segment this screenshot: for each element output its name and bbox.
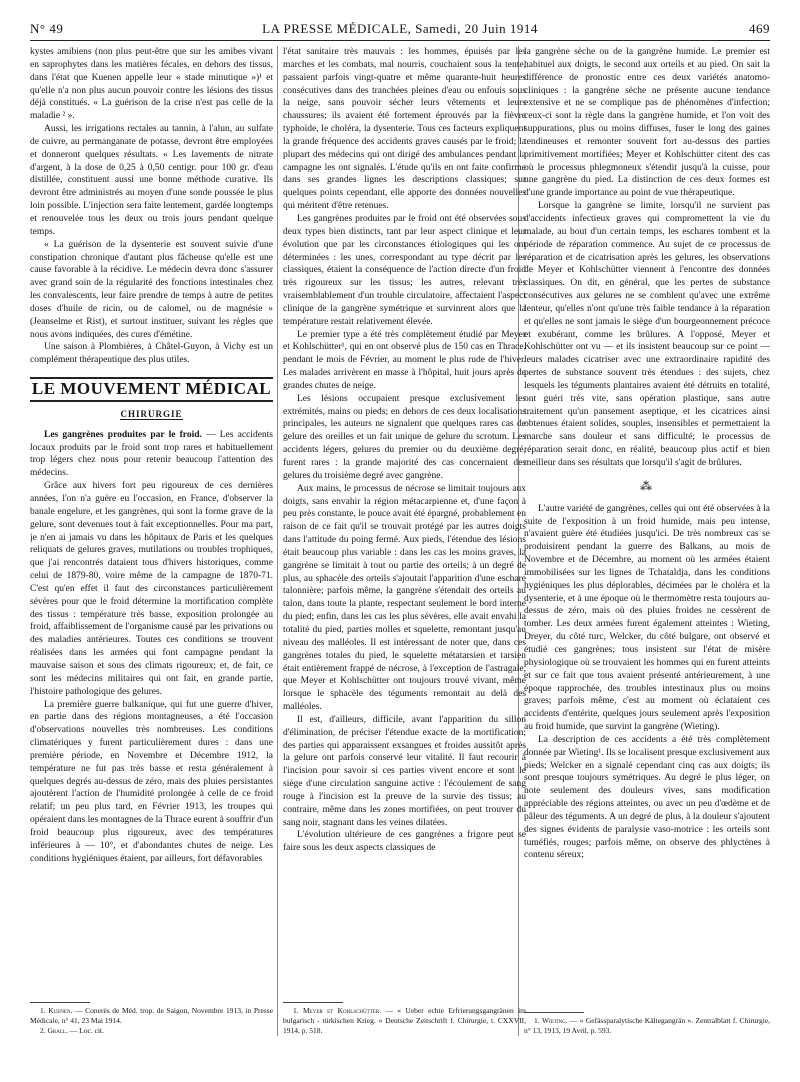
- paragraph: Grâce aux hivers fort peu rigoureux de ces dernières années, l'on n'a guère eu l'occasion, en France, d'observer la banale engelure, et les gangrènes, qui sont la forme grave de la gelure, sont devenues tout à fait exceptionnelles. Pour ma part, je n'en ai jamais vu dans les hôpitaux de Paris et les quelques reliquats de gelures graves, mutilations ou troubles trophiques, que j'ai rencontrés dataient tous d'hivers historiques, comme celui de 1879-80, voire même de la campagne de 1870-71. C'est qu'en effet il faut des circonstances particulièrement sévères pour que le froid détermine la mortification complète des tissus : température très basse, exposition prolongée au froid, affaiblissement de l'organisme causé par les privations ou des maladies antérieures. Toutes ces conditions se trouvent réalisées dans les armées qui font campagne pendant la mauvaise saison et sous des climats rigoureux; et, de fait, ce sont les médecins militaires qui ont fait, en grande partie, l'histoire pathologique des gelures.: [30, 481, 273, 697]
- subsection-label: CHIRURGIE: [120, 408, 183, 419]
- footnote-text: — Conerès de Méd. trop. de Saigon, Novembre 1913, in Presse Médicale, n° 41, 23 Mai 1914.: [30, 1006, 273, 1025]
- paragraph: l'état sanitaire très mauvais : les hommes, épuisés par les marches et les combats, mal nourris, couchaient sous la tente, passaient parfois vingt-quatre et même quarante-huit heures consécutives dans des tranchées pleines d'eau ou enfouis sous la neige, sans pouvoir sécher leurs vêtements et leurs chaussures; ils avaient été fortement éprouvés par la fièvre typhoïde, le choléra, la dysenterie. Tous ces facteurs expliquent la grande fréquence des accidents graves causés par le froid; la plupart des médecins qui ont dirigé des ambulances pendant la campagne les ont signalés. L'étude qu'ils en ont faite confirme dans ses grandes lignes les descriptions classiques; sur quelques points cependant, elle apporte des données nouvelles qui méritent d'être retenues.: [283, 47, 526, 212]
- footnote-text: — Loc. cit.: [67, 1026, 104, 1035]
- footnote-text: — « Gefässparalytische Kältegangrän ». Zentralblatt f. Chirurgie, n° 13, 1913, 19 Avril, p. 593.: [524, 1016, 770, 1035]
- journal-title: LA PRESSE MÉDICALE, Samedi, 20 Juin 1914: [262, 21, 538, 36]
- issue-number: N° 49: [30, 21, 64, 36]
- paragraph: « La guérison de la dysenterie est souvent suivie d'une constipation chronique d'autant plus fâcheuse qu'elle est une cause favorable à la récidive. Le médecin devra donc s'assurer avec grand soin de la régularité des fonctions intestinales chez les convalescents, leur faire prendre de temps à autre de petites doses d'huile de ricin, ou de calomel, ou de magnésie » (Jeanselme et Rist), et surtout instituer, suivant les règles que nous avons indiquées, des cures d'émétine.: [30, 239, 273, 340]
- footnotes: [30, 994, 273, 1036]
- section-heading: LE MOUVEMENT MÉDICAL: [30, 377, 273, 402]
- column-middle: [283, 46, 526, 1036]
- article-lead: [30, 429, 273, 480]
- footnote-rule: [524, 1012, 584, 1013]
- footnote-rule: [283, 1002, 343, 1003]
- footnote: 2. Grall. — Loc. cit.: [40, 1026, 104, 1035]
- paragraph: L'autre variété de gangrènes, celles qui ont été observées à la suite de l'exposition à un froid humide, mais peu intense, n'avaient guère été étudiées jusqu'ici. De très nombreux cas se produisirent pendant la guerre des Balkans, au mois de Novembre et de Décembre, au moment où les armées étaient immobilisées sur les lignes de Tchataldja, dans les conditions hygiéniques les plus déplorables, décimées par le choléra et la dysenterie, et à une époque où le thermomètre resta toujours au-dessus de zéro, mais où des pluies froides ne cessèrent de tomber. Les deux armées furent également atteintes : Wieting, Dreyer, du côté turc, Welcker, du côté bulgare, ont observé et étudié ces gangrènes; tous insistent sur l'état de misère physiologique où se trouvaient les hommes qui en furent atteints et sur ce fait que tous avaient présenté antérieurement, à une époque rapprochée, des troubles intestinaux plus ou moins graves; parfois même, c'est au moment où éclataient ces accidents d'entérite, quelques jours seulement après l'exposition au froid humide, que survint la gangrène (Wieting).: [524, 503, 770, 733]
- footnote-author: Kuenen.: [48, 1006, 73, 1015]
- paragraph: Lorsque la gangrène se limite, lorsqu'il ne survient pas d'accidents infectieux graves qui compromettent la vie du malade, au bout d'un certain temps, les eschares tombent et la période de réparation commence. Au sujet de ce processus de réparation et de cicatrisation après les gelures, les observations de Meyer et Kohlschütter viennent à l'encontre des données classiques. On dit, en général, que les pertes de substance consécutives aux gelures ne se comblent qu'avec une extrême lenteur, qu'elles n'ont qu'une très faible tendance à la réparation et qu'elles ne sont jamais le siège d'un bourgeonnement précoce et exubérant, comme les brûlures. A l'opposé, Meyer et Kohlschütter ont vu — et ils insistent beaucoup sur ce point — leurs malades cicatriser avec une extraordinaire rapidité des pertes de substance souvent très étendues : des sujets, chez lesquels les téguments plantaires avaient été détruits en totalité, ont guéri très vite, sans opération plastique, sans autre traitement qu'un pansement aseptique, et les cicatrices ainsi obtenues étaient solides, souples, insensibles et permettaient la marche sans douleur et sans difficulté; le processus de réparation serait donc, en réalité, beaucoup plus actif et bien meilleur dans ses résultats que lorsqu'il s'agit de brûlures.: [524, 201, 770, 468]
- paragraph: La description de ces accidents a été très complètement donnée par Wieting¹. Ils se localisent presque exclusivement aux pieds; Welcker en a signalé cependant cinq cas aux doigts; ils sont presque toujours symétriques. Au degré le plus léger, on note seulement des douleurs vives, sans modification appréciable des régions atteintes, ou avec un peu d'œdème et de pâleur des téguments. A un degré de plus, à la douleur s'ajoutent des signes évidents de paralysie vaso-motrice : les orteils sont tuméfiés, rouges; parfois même, on observe des phlyctènes à contenu séreux;: [524, 734, 770, 861]
- footnote-rule: [30, 1002, 90, 1003]
- paragraph: La première guerre balkanique, qui fut une guerre d'hiver, en partie dans des régions montagneuses, a été l'occasion d'observations nouvelles très nombreuses. Les conditions climatériques y furent particulièrement dures : dans une première période, en Novembre et Décembre 1912, la température ne fut pas très basse et resta généralement à quelques degrés au-dessus de zéro, mais des pluies persistantes ajoutèrent l'action de l'humidité prolongée à celle de ce froid relatif; un peu plus tard, en Février 1913, les troupes qui opéraient dans les montagnes de la Thrace eurent à souffrir d'un froid beaucoup plus rigoureux, avec des températures inférieures à — 10°, et d'abondantes chutes de neige. Les conditions hygiéniques étaient, par ailleurs, fort défavorables: [30, 699, 273, 864]
- footnote-author: Meyer et Kohlschütter.: [303, 1006, 382, 1015]
- paragraph: Aux mains, le processus de nécrose se limitait toujours aux doigts, sans envahir la région métacarpienne et, d'une façon à peu près constante, le pouce avait été épargné, probablement en raison de ce fait qu'il se trouvait protégé par les autres doigts dans l'attitude du poing fermé. Aux pieds, l'étendue des lésions était beaucoup plus variable : dans les cas les moins graves, la gangrène se limitait à tout ou partie des orteils; à un degré de plus, au sphacèle des orteils s'ajoutait l'apparition d'une eschare talonnière; parfois même, la gangrène s'étendait des orteils au talon, dans toute la plante, respectant seulement le bord interne du pied; enfin, dans les cas les plus sévères, elle avait envahi la totalité du pied, parties molles et squelette, remontant jusqu'au niveau des malléoles. Il est intéressant de noter que, dans ces gangrènes totales du pied, le squelette métatarsien et tarsien était entièrement frappé de nécrose, à l'exception de l'astragale, que Meyer et Kohlschütter ont toujours trouvé vivant, même lorsque le sphacèle des téguments remontait au delà des malléoles.: [283, 483, 526, 713]
- column-divider: [277, 46, 278, 1036]
- footnote: 1. Kuenen. — Conerès de Méd. trop. de Saigon, Novembre 1913, in Presse Médicale, n° 41, 23 Mai 1914.: [30, 1006, 273, 1025]
- asterism-divider: ⁂: [640, 478, 654, 493]
- footnote-author: Wieting.: [541, 1016, 568, 1025]
- article-title: Les gangrènes produites par le froid.: [44, 429, 202, 440]
- footnotes: [283, 994, 526, 1036]
- paragraph: Une saison à Plombières, à Châtel-Guyon, à Vichy est un complément thérapeutique des plus utiles.: [30, 342, 273, 366]
- column-left: [30, 46, 273, 1036]
- footnote: 1. Meyer et Kohlschütter. — « Ueber echte Erfrierungsgangränen im bulgarisch - türkischen Krieg. » Deutsche Zeitschrift f. Chirurgie, t. CXXVII, 1914, p. 518.: [283, 1006, 526, 1035]
- footnote-author: Grall.: [47, 1026, 68, 1035]
- subsection-heading: [30, 408, 273, 421]
- footnotes: [524, 1004, 770, 1036]
- paragraph: Le premier type a été très complètement étudié par Meyer et Kohlschütter¹, qui en ont observé plus de 150 cas en Thrace, pendant le mois de Février, au moment le plus rude de l'hiver. Les malades arrivèrent en masse à l'hôpital, huit jours après de grandes chutes de neige.: [283, 329, 526, 391]
- footnote: 1. Wieting. — « Gefässparalytische Kältegangrän ». Zentralblatt f. Chirurgie, n° 13, 1913, 19 Avril, p. 593.: [524, 1016, 770, 1035]
- paragraph: Il est, d'ailleurs, difficile, avant l'apparition du sillon d'élimination, de préciser l'étendue exacte de la mortification; des parties qui apparaissent exsangues et froides aussitôt après la gelure ont parfois conservé leur vitalité. Il faut recourir à l'incision pour savoir si ces parties vivent encore et sont le siège d'une circulation sanguine active : l'écoulement de sang rouge à l'incision est la preuve de la survie des tissus; au contraire, même dans les zones mortifiées, on peut trouver du sang noir, stagnant dans les veines dilatées.: [283, 714, 526, 828]
- paragraph: Les gangrènes produites par le froid ont été observées sous deux types bien distincts, tant par leur aspect clinique et leur évolution que par les circonstances étiologiques qui les ont déterminées : les unes, correspondant au type décrit par les classiques, étaient la conséquence de l'action directe d'un froid très rigoureux sur les tissus; les autres, relevant très vraisemblablement d'un trouble circulatoire, affectaient l'aspect clinique de la gangrène symétrique et survinrent alors que la température restait relativement élevée.: [283, 213, 526, 327]
- paragraph: Les lésions occupaient presque exclusivement les extrémités, mains ou pieds; en dehors de ces deux localisations principales, les auteurs ne signalent que quelques rares cas de gelure des oreilles et un fait unique de gelure du scrotum. Les accidents légers, gelures du premier ou du deuxième degré, furent rares : la grande majorité des cas concernaient des gelures du troisième degré avec gangrène.: [283, 393, 526, 481]
- page-number: 469: [749, 21, 770, 36]
- article-lead-text: — Les accidents locaux produits par le froid sont trop rares et habituellement trop légers chez nous pour retenir beaucoup l'attention des médecins.: [30, 429, 273, 479]
- column-right: [524, 46, 770, 1036]
- paragraph: la gangrène sèche ou de la gangrène humide. Le premier est habituel aux doigts, le second aux orteils et au pied. On sait la différence de pronostic entre ces deux variétés anatomo-cliniques : la gangrène sèche ne présente aucune tendance extensive et ne se complique pas de phénomènes d'infection; ceux-ci sont la règle dans la gangrène humide, et l'on voit des suppurations, plus ou moins diffuses, fuser le long des gaines tendineuses et remonter souvent fort au-dessus des parties primitivement mortifiées; Meyer et Kohlschütter citent des cas où le processus phlegmoneux s'étendit jusqu'à la cuisse, pour une gangrène du pied. La distinction de ces deux formes est d'une grande importance au point de vue thérapeutique.: [524, 47, 770, 199]
- paragraph: kystes amibiens (non plus peut-être que sur les amibes vivant en saprophytes dans les matières fécales, en dehors des tissus, dans l'état que Kuenen appelle leur « stade minutique »)¹ et qu'elle n'a non plus aucun pouvoir contre les lésions des tissus déjà constitués. « La guérison de la crise n'est pas celle de la maladie ² ».: [30, 47, 273, 122]
- footnote-text: — « Ueber echte Erfrierungsgangränen im bulgarisch - türkischen Krieg. » Deutsche Zeitschrift f. Chirurgie, t. CXXVII, 1914, p. 518.: [283, 1006, 526, 1035]
- paragraph: L'évolution ultérieure de ces gangrènes a frigore peut se faire sous les deux aspects classiques de: [283, 830, 526, 854]
- page-header: [30, 20, 770, 41]
- paragraph: Aussi, les irrigations rectales au tannin, à l'alun, au sulfate de cuivre, au permanganate de potasse, devront être employées et donneront quelques résultats. « Les lavements de nitrate d'argent, à la dose de 0,25 à 0,50 centigr. pour 100 gr. d'eau distillée, constituent aussi une bonne méthode curative. Ils devront être administrés au moyen d'une sonde poussée le plus loin possible. L'injection sera faite lentement, gardée longtemps et renouvelée tous les deux ou trois jours pendant quelque temps.: [30, 124, 273, 237]
